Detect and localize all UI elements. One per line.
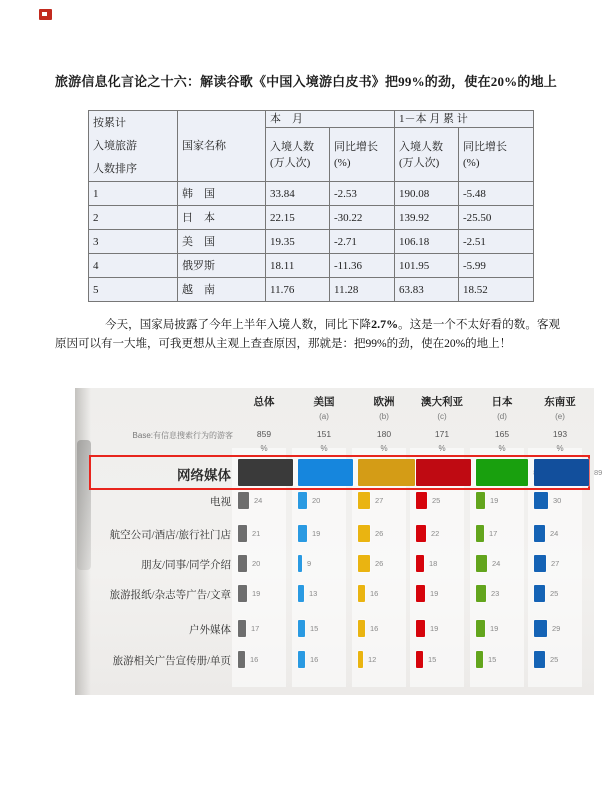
page-title: 旅游信息化言论之十六：解读谷歌《中国入境游白皮书》把99%的劲，使在20%的地上: [54, 74, 557, 89]
table-row: [89, 182, 534, 206]
chart-bar-value: 19: [312, 528, 321, 538]
chart-bar-value: 19: [490, 623, 499, 633]
chart-column-letter: (d): [497, 412, 507, 421]
table-cell-m_entries: 33.84: [266, 182, 330, 206]
table-cell-rank: 2: [89, 206, 178, 230]
chart-bar: [358, 555, 370, 572]
table-cell-c_entries: 190.08: [395, 182, 459, 206]
paragraph-text: 。这是一个不太好看的数。客观原因可以有一大堆，可我更想从主观上查查原因，那就是：把99%的劲，使在20%的地上！: [55, 318, 561, 350]
table-cell-country: 韩 国: [178, 182, 266, 206]
chart-bar-value: 24: [550, 528, 559, 538]
chart-column-letter: (b): [379, 412, 389, 421]
chart-bar-value: 25: [550, 588, 559, 598]
table-cell-c_growth: -2.51: [459, 230, 534, 254]
table-cell-c_entries: 106.18: [395, 230, 459, 254]
chart-column-header: 总体: [253, 396, 275, 408]
chart-bar-value: 15: [488, 654, 497, 664]
chart-bar: [534, 525, 545, 542]
inbound-tourism-table: [88, 110, 534, 302]
chart-bar: [416, 585, 425, 602]
chart-column-header: 东南亚: [544, 396, 576, 408]
table-cell-c_growth: -5.48: [459, 182, 534, 206]
chart-row-label: 朋友/同事/同学介绍: [141, 559, 231, 571]
chart-column-base-value: 171: [434, 429, 450, 439]
table-cell-country: 美 国: [178, 230, 266, 254]
chart-row-label: 旅游报纸/杂志等广告/文章: [109, 589, 231, 601]
table-row: [89, 206, 534, 230]
chart-bar-value: 16: [370, 623, 379, 633]
chart-bar-value: 27: [551, 558, 560, 568]
chart-bar-value: 19: [252, 588, 261, 598]
table-row: [89, 254, 534, 278]
chart-bar: [476, 620, 485, 637]
chart-column-header: 澳大利亚: [421, 396, 463, 408]
table-cell-c_entries: 139.92: [395, 206, 459, 230]
chart-bar: [476, 585, 486, 602]
table-cell-c_growth: 18.52: [459, 278, 534, 302]
chart-bar: [358, 525, 370, 542]
chart-bar-value: 20: [312, 495, 321, 505]
chart-bar-value: 12: [368, 654, 377, 664]
chart-bar: [358, 585, 365, 602]
chart-bar: [358, 620, 365, 637]
header-cumulative-growth: 同比增长 (%): [459, 128, 534, 182]
chart-bar-value: 15: [428, 654, 437, 664]
table-cell-country: 俄罗斯: [178, 254, 266, 278]
table-cell-m_growth: -2.71: [330, 230, 395, 254]
chart-percent-sign: %: [438, 444, 446, 453]
chart-bar-value: 23: [491, 588, 500, 598]
chart-column-header: 日本: [491, 396, 513, 408]
chart-column-base-value: 193: [552, 429, 568, 439]
chart-bar: [358, 651, 363, 668]
chart-bar-value: 17: [489, 528, 498, 538]
chart-percent-sign: %: [260, 444, 268, 453]
chart-bar: [238, 585, 247, 602]
chart-bar: [298, 585, 304, 602]
header-month-entries: 入境人数 (万人次): [266, 128, 330, 182]
chart-column-base-value: 859: [256, 429, 272, 439]
table-cell-m_growth: -11.36: [330, 254, 395, 278]
chart-column-base-value: 180: [376, 429, 392, 439]
chart-bar-value: 26: [375, 558, 384, 568]
header-rank: 按累计 入境旅游 人数排序: [89, 111, 178, 182]
chart-percent-sign: %: [320, 444, 328, 453]
chart-bar-value: 15: [310, 623, 319, 633]
chart-bar-value: 19: [430, 623, 439, 633]
table-cell-m_growth: -30.22: [330, 206, 395, 230]
chart-bar-value: 22: [431, 528, 440, 538]
body-paragraph: [55, 315, 560, 354]
chart-percent-sign: %: [380, 444, 388, 453]
paragraph-text: 今天，国家局披露了今年上半年入境人数，同比下降: [105, 318, 372, 331]
chart-column-letter: (c): [437, 412, 447, 421]
table-cell-rank: 1: [89, 182, 178, 206]
chart-bar: [416, 651, 423, 668]
chart-base-label: Base:有信息搜索行为的游客: [132, 431, 233, 440]
table-cell-m_entries: 22.15: [266, 206, 330, 230]
chart-bar: [534, 585, 545, 602]
header-month-growth: 同比增长 (%): [330, 128, 395, 182]
chart-bar: [298, 525, 307, 542]
chart-bar-value: 9: [307, 558, 312, 568]
chart-bar-value: 25: [550, 654, 559, 664]
chart-column-base-value: 151: [316, 429, 332, 439]
chart-bar: [298, 459, 353, 486]
chart-bar-value: 30: [553, 495, 562, 505]
chart-percent-sign: %: [498, 444, 506, 453]
chart-bar: [238, 555, 247, 572]
table-cell-rank: 4: [89, 254, 178, 278]
chart-column-base-value: 165: [494, 429, 510, 439]
chart-bar: [416, 620, 425, 637]
chart-bar-value: 27: [375, 495, 384, 505]
chart-bar-value: 25: [432, 495, 441, 505]
chart-column-header: 欧洲: [373, 396, 395, 408]
chart-percent-sign: %: [556, 444, 564, 453]
chart-bar: [416, 555, 424, 572]
chart-bar-value: 89: [594, 467, 603, 477]
chart-bar: [476, 492, 485, 509]
chart-row-label: 网络媒体: [177, 467, 231, 483]
table-cell-m_entries: 19.35: [266, 230, 330, 254]
table-row: [89, 278, 534, 302]
chart-bar: [534, 555, 546, 572]
table-cell-m_growth: -2.53: [330, 182, 395, 206]
chart-bar: [416, 492, 427, 509]
header-cumulative-entries: 入境人数 (万人次): [395, 128, 459, 182]
table-cell-m_entries: 11.76: [266, 278, 330, 302]
chart-bar: [238, 651, 245, 668]
red-annotation-icon[interactable]: [39, 9, 52, 20]
chart-bar-value: 19: [490, 495, 499, 505]
chart-bar: [476, 525, 484, 542]
chart-bar-value: 16: [370, 588, 379, 598]
chart-row-label: 户外媒体: [189, 624, 231, 636]
table-cell-c_growth: -25.50: [459, 206, 534, 230]
header-country: 国家名称: [178, 111, 266, 182]
chart-bar-value: 18: [429, 558, 438, 568]
chart-bar-value: 17: [251, 623, 260, 633]
chart-bar-value: 29: [552, 623, 561, 633]
table-cell-c_growth: -5.99: [459, 254, 534, 278]
table-cell-c_entries: 63.83: [395, 278, 459, 302]
chart-column-letter: (e): [555, 412, 565, 421]
chart-bar: [238, 525, 247, 542]
chart-bar: [534, 492, 548, 509]
chart-column-letter: (a): [319, 412, 329, 421]
chart-bar: [358, 492, 370, 509]
chart-bar: [534, 651, 545, 668]
chart-bar: [476, 651, 483, 668]
chart-bar-value: 19: [430, 588, 439, 598]
chart-bar: [416, 459, 471, 486]
table-cell-m_growth: 11.28: [330, 278, 395, 302]
table-cell-country: 越 南: [178, 278, 266, 302]
chart-bar: [298, 555, 302, 572]
chart-column-header: 美国: [313, 396, 335, 408]
chart-bar: [298, 651, 305, 668]
chart-row-label: 旅游相关广告宣传册/单页: [112, 655, 231, 667]
chart-bar-value: 24: [492, 558, 501, 568]
table-row: [89, 230, 534, 254]
paragraph-bold-percent: 2.7%: [371, 316, 399, 331]
chart-row-label: 电视: [210, 496, 231, 508]
chart-bar-value: 21: [252, 528, 261, 538]
chart-bar: [358, 459, 415, 486]
chart-bar: [298, 620, 305, 637]
table-cell-rank: 5: [89, 278, 178, 302]
chart-bar: [238, 620, 246, 637]
google-whitepaper-chart-image: [75, 388, 603, 695]
chart-bar: [298, 492, 307, 509]
chart-bar: [534, 459, 589, 486]
chart-bar: [534, 620, 547, 637]
chart-bar-value: 26: [375, 528, 384, 538]
chart-bar: [238, 459, 293, 486]
chart-bar-value: 20: [252, 558, 261, 568]
chart-bar-value: 24: [254, 495, 263, 505]
chart-bar-value: 16: [310, 654, 319, 664]
table-cell-rank: 3: [89, 230, 178, 254]
chart-bar-value: 13: [309, 588, 318, 598]
table-cell-country: 日 本: [178, 206, 266, 230]
chart-bar: [476, 459, 528, 486]
table-cell-c_entries: 101.95: [395, 254, 459, 278]
header-month-group: 本 月: [266, 111, 395, 128]
chart-row-label: 航空公司/酒店/旅行社门店: [109, 529, 231, 541]
chart-bar: [416, 525, 426, 542]
chart-bar: [476, 555, 487, 572]
chart-bar: [238, 492, 249, 509]
chart-bar-value: 16: [250, 654, 259, 664]
table-cell-m_entries: 18.11: [266, 254, 330, 278]
header-cumulative-group: 1－本 月 累 计: [395, 111, 534, 128]
